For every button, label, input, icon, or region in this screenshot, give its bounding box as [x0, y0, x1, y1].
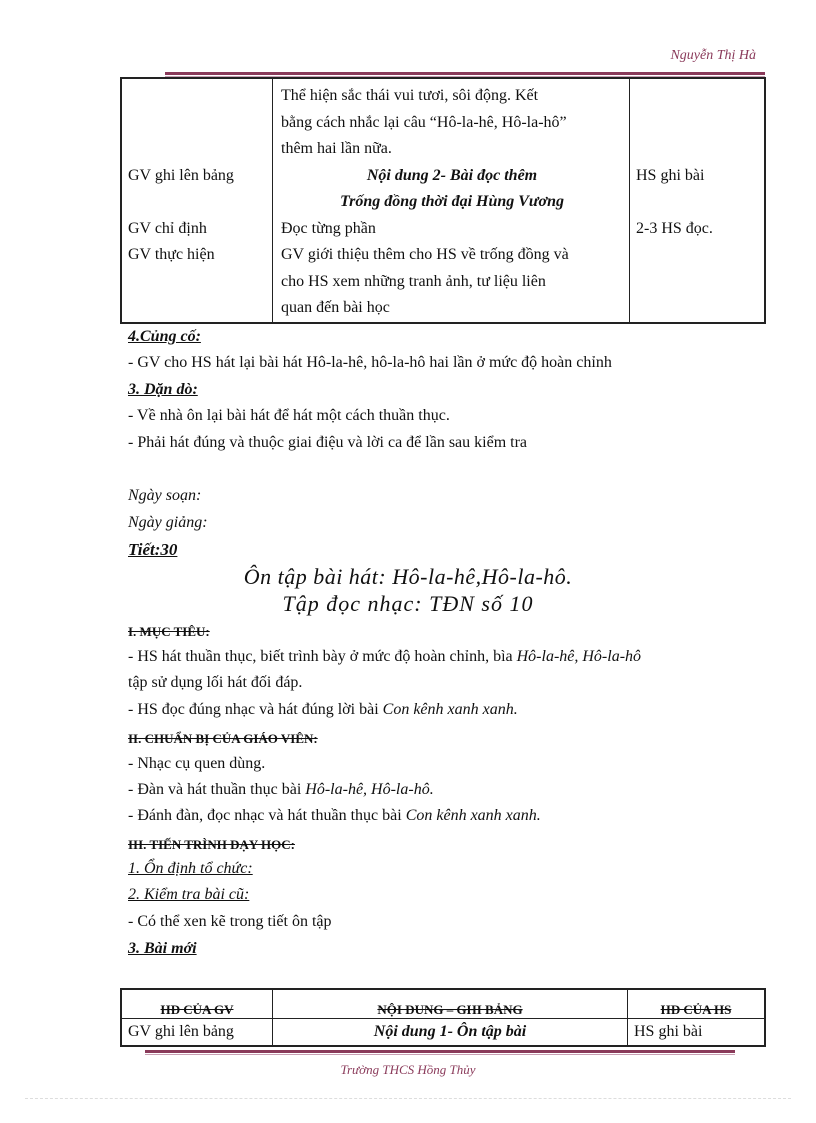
song-name: Con kênh xanh xanh. — [382, 701, 518, 718]
activity-table — [120, 988, 766, 1047]
homework-line-1: - Về nhà ôn lại bài hát để hát một cách thuần thục. — [128, 407, 450, 424]
table-cell: cho HS xem những tranh ảnh, tư liệu liên — [281, 272, 546, 290]
table-cell — [636, 295, 758, 322]
objectives-line-2: tập sử dụng lối hát đối đáp. — [128, 674, 303, 691]
table-cell — [128, 295, 266, 322]
page-title: Ôn tập bài hát: Hô-la-hê,Hô-la-hô. — [243, 564, 573, 589]
student-activity-column — [630, 78, 766, 323]
date-taught: Ngày giảng: — [128, 514, 208, 531]
preparation-line-1: - Nhạc cụ quen dùng. — [128, 755, 266, 772]
content-subheading: Trống đồng thời đại Hùng Vương — [339, 193, 564, 210]
consolidate-line: - GV cho HS hát lại bài hát Hô-la-hê, hô-la-hô hai lần ở mức độ hoàn chỉnh — [128, 354, 612, 371]
header-divider — [165, 72, 765, 75]
process-step-1: 1. Ổn định tổ chức: — [128, 860, 253, 877]
table-cell: bằng cách nhắc lại câu “Hô-la-hê, Hô-la-hô” — [281, 113, 567, 131]
table-cell: Nội dung 1- Ôn tập bài — [273, 1019, 628, 1047]
table-cell — [636, 189, 758, 216]
table-cell: Thể hiện sắc thái vui tươi, sôi động. Kết — [281, 87, 539, 104]
table-cell — [128, 110, 266, 137]
table-cell: GV chỉ định — [128, 219, 207, 237]
page-subtitle: Tập đọc nhạc: TĐN số 10 — [282, 591, 534, 616]
content-heading: Nội dung 2- Bài đọc thêm — [366, 166, 538, 184]
table-cell: HS ghi bài — [628, 1019, 766, 1047]
footer-school: Trường THCS Hồng Thủy — [340, 1062, 476, 1077]
table-cell: GV giới thiệu thêm cho HS về trống đồng và — [281, 246, 569, 263]
consolidate-heading: 4.Củng cố: — [128, 328, 201, 345]
table-header-teacher: HĐ CỦA GV — [121, 989, 273, 1019]
table-cell — [128, 189, 266, 216]
footer-divider — [145, 1050, 735, 1053]
lesson-number: Tiết:30 — [128, 540, 178, 559]
process-step-2-line: - Có thể xen kẽ trong tiết ôn tập — [128, 913, 332, 930]
table-cell: thêm hai lần nữa. — [281, 140, 392, 157]
page-edge — [25, 1098, 791, 1099]
table-cell: GV ghi lên bảng — [121, 1019, 273, 1047]
table-header-student: HĐ CỦA HS — [628, 989, 766, 1019]
preparation-line-3 — [128, 807, 541, 825]
table-header-content: NỘI DUNG – GHI BẢNG — [273, 989, 628, 1019]
table-cell: Đọc từng phần — [281, 219, 376, 237]
process-step-3: 3. Bài mới — [128, 940, 197, 957]
table-cell: quan đến bài học — [281, 299, 390, 316]
objectives-line-1 — [128, 648, 641, 666]
activity-table-continued — [120, 77, 766, 324]
text: - HS đọc đúng nhạc và hát đúng lời bài — [128, 701, 383, 718]
table-cell — [128, 83, 266, 110]
table-cell — [636, 136, 758, 163]
objectives-line-3 — [128, 701, 518, 719]
song-name: Con kênh xanh xanh. — [405, 807, 541, 824]
homework-line-2: - Phải hát đúng và thuộc giai điệu và lời ca để lần sau kiểm tra — [128, 434, 528, 451]
table-cell — [128, 136, 266, 163]
teacher-activity-column — [121, 78, 273, 323]
table-cell: HS ghi bài — [636, 166, 705, 184]
table-cell: GV ghi lên bảng — [128, 166, 234, 184]
table-cell — [636, 83, 758, 110]
text: - Đánh đàn, đọc nhạc và hát thuần thục bài — [128, 807, 406, 824]
date-prepared: Ngày soạn: — [128, 487, 202, 504]
table-cell — [636, 242, 758, 269]
song-name: Hô-la-hê, Hô-la-hô. — [305, 781, 434, 798]
footer-divider-thin — [145, 1054, 735, 1055]
text: - HS hát thuần thục, biết trình bày ở mức độ hoàn chỉnh, bìa — [128, 648, 517, 665]
song-name: Hô-la-hê, Hô-la-hô — [516, 648, 642, 665]
table-cell — [636, 269, 758, 296]
text: - Đàn và hát thuần thục bài — [128, 781, 306, 798]
preparation-line-2 — [128, 781, 434, 799]
objectives-heading: I. MỤC TIÊU: — [128, 624, 210, 639]
process-step-2: 2. Kiểm tra bài cũ: — [128, 886, 250, 903]
preparation-heading: II. CHUẨN BỊ CỦA GIÁO VIÊN: — [128, 731, 318, 746]
table-cell: 2-3 HS đọc. — [636, 219, 713, 237]
process-heading: III. TIẾN TRÌNH DẠY HỌC: — [128, 837, 295, 852]
table-cell: GV thực hiện — [128, 246, 215, 263]
table-cell — [636, 110, 758, 137]
content-column — [273, 78, 630, 323]
homework-heading: 3. Dặn dò: — [128, 381, 198, 398]
table-cell — [128, 269, 266, 296]
header-author: Nguyễn Thị Hà — [670, 48, 756, 63]
